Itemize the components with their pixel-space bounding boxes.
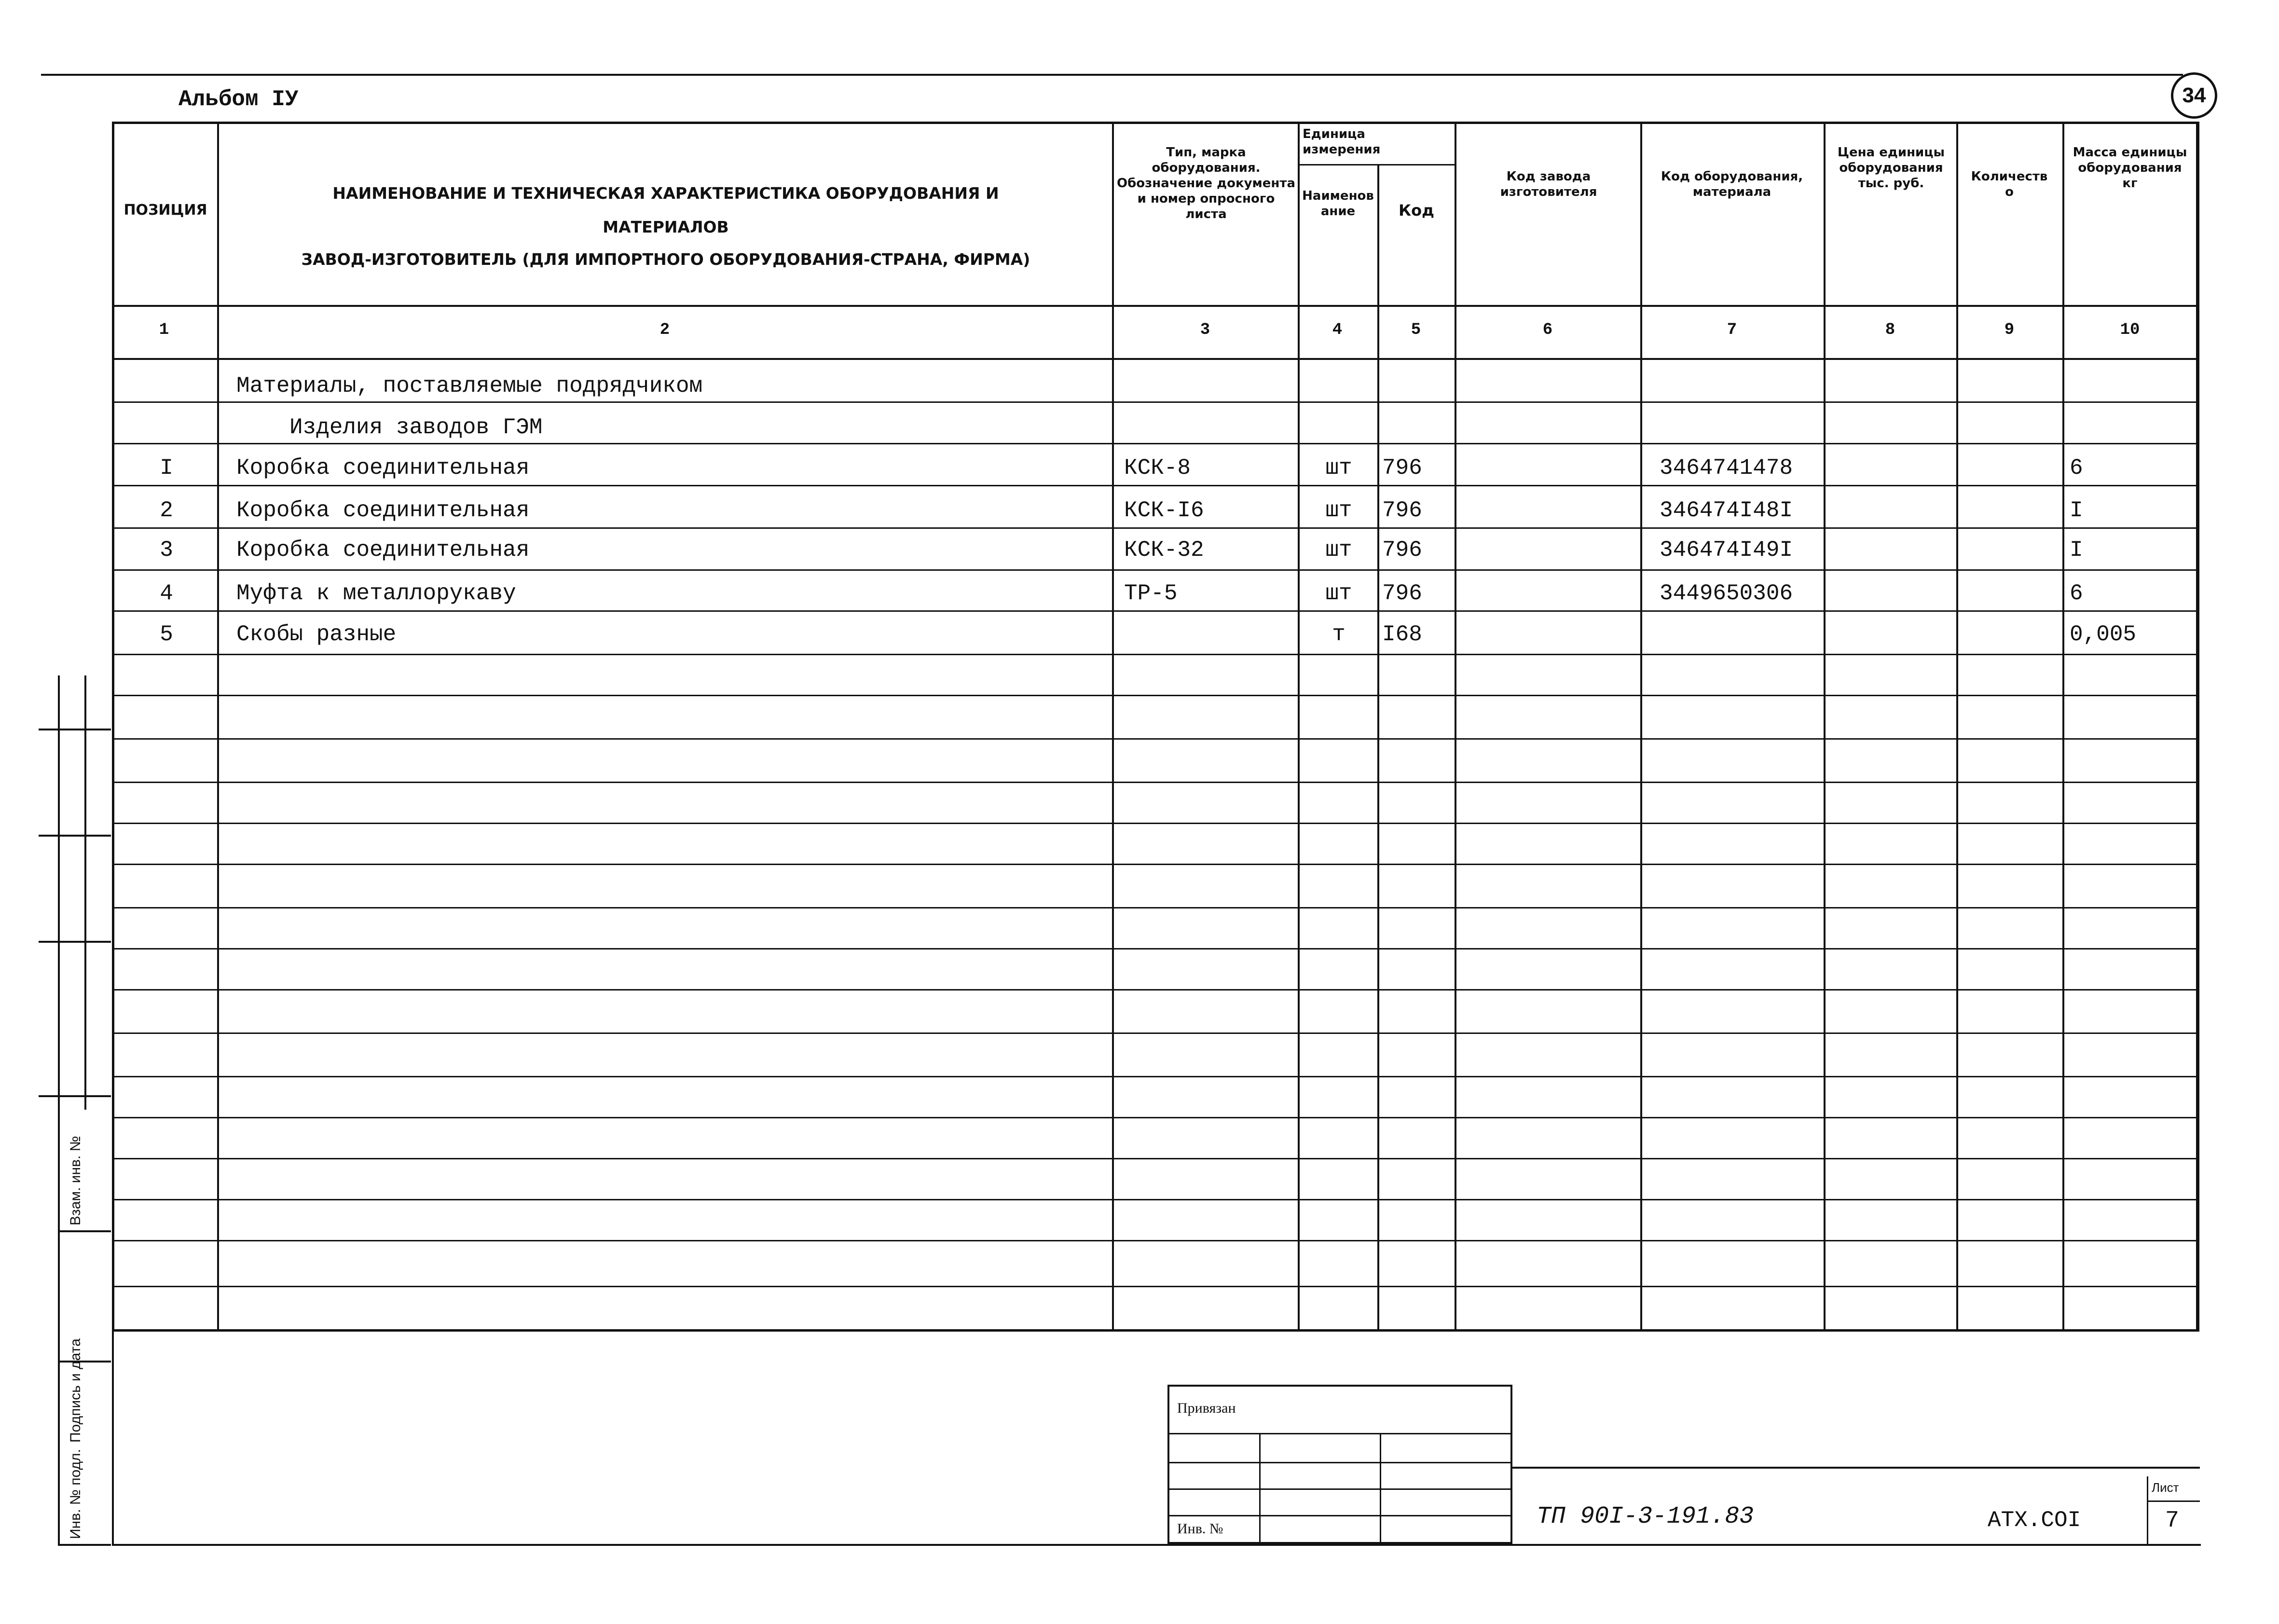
- header-price: Цена единицы оборудования тыс. руб.: [1837, 145, 1945, 191]
- row-name: Муфта к металлорукаву: [236, 581, 516, 606]
- strip-h7: [58, 1544, 111, 1546]
- row-name: Материалы, поставляемые подрядчиком: [236, 373, 703, 399]
- row-name: Изделия заводов ГЭМ: [289, 415, 543, 440]
- row-line: [112, 907, 2198, 908]
- bottom-left-line: [112, 1332, 114, 1544]
- equipment-table-frame: [112, 122, 2198, 1332]
- row-position: 3: [160, 537, 173, 563]
- row-quantity: 6: [2070, 455, 2083, 481]
- bottom-base-line: [112, 1544, 2201, 1546]
- column-number: 5: [1411, 321, 1421, 339]
- strip-h3: [39, 941, 111, 943]
- row-position: 2: [160, 498, 173, 523]
- row-line: [112, 1032, 2198, 1034]
- row-equipment-code: 346474I48I: [1660, 498, 1793, 523]
- column-number: 4: [1332, 321, 1343, 339]
- row-line: [112, 1199, 2198, 1200]
- project-code: ТП 90I-3-191.83: [1537, 1503, 1754, 1530]
- row-line: [112, 654, 2198, 655]
- row-line: [112, 738, 2198, 740]
- strip-h6: [58, 1361, 111, 1363]
- header-equipment-code: Код оборудования, материала: [1661, 169, 1803, 199]
- row-name: Коробка соединительная: [236, 498, 530, 523]
- row-line: [112, 610, 2198, 612]
- column-number: 1: [159, 321, 169, 339]
- header-name-line2: МАТЕРИАЛОВ: [603, 218, 729, 236]
- side-label-inv-podl: Инв. № подл.: [68, 1449, 83, 1539]
- stamp-privyazan: Привязан: [1177, 1400, 1236, 1416]
- row-unit: шт: [1325, 537, 1352, 563]
- row-line: [112, 485, 2198, 486]
- side-label-podpis: Подпись и дата: [68, 1338, 83, 1443]
- row-line: [112, 1286, 2198, 1287]
- row-line: [112, 527, 2198, 529]
- row-unit-code: I68: [1382, 622, 1422, 647]
- sheet-corner-number: 34: [2182, 83, 2206, 107]
- sheet-number: 7: [2165, 1508, 2179, 1534]
- row-unit: шт: [1325, 498, 1352, 523]
- header-name-line1: НАИМЕНОВАНИЕ И ТЕХНИЧЕСКАЯ ХАРАКТЕРИСТИКА ОБОРУДОВАНИЯ И: [332, 184, 999, 203]
- row-line: [112, 1076, 2198, 1077]
- row-type: КСК-I6: [1124, 498, 1204, 523]
- row-line: [112, 1158, 2198, 1159]
- header-unit-group: Единица измерения: [1303, 127, 1381, 157]
- col-line-9: [2062, 122, 2064, 1332]
- row-line: [112, 782, 2198, 783]
- stamp-vline-1: [1259, 1433, 1261, 1544]
- row-line: [112, 401, 2198, 403]
- col-line-4: [1377, 164, 1379, 1332]
- row-name: Коробка соединительная: [236, 455, 530, 481]
- stamp-line-1: [1167, 1433, 1512, 1434]
- row-unit-code: 796: [1382, 498, 1422, 523]
- column-number: 3: [1200, 321, 1210, 339]
- row-line: [112, 1240, 2198, 1241]
- row-line: [112, 569, 2198, 571]
- row-quantity: 0,005: [2070, 622, 2137, 647]
- row-unit-code: 796: [1382, 581, 1422, 606]
- row-unit-code: 796: [1382, 455, 1422, 481]
- stamp-line-4: [1167, 1515, 1512, 1516]
- row-equipment-code: 3449650306: [1660, 581, 1793, 606]
- row-unit-code: 796: [1382, 537, 1422, 563]
- col-line-6: [1640, 122, 1642, 1332]
- row-name: Скобы разные: [236, 622, 397, 647]
- col-line-5: [1455, 122, 1456, 1332]
- strip-h1: [39, 729, 111, 730]
- row-unit: шт: [1325, 581, 1352, 606]
- row-type: ТР-5: [1124, 581, 1178, 606]
- header-unit-code: Код: [1399, 201, 1434, 220]
- strip-h5: [58, 1230, 111, 1232]
- row-quantity: 6: [2070, 581, 2083, 606]
- col-line-7: [1824, 122, 1826, 1332]
- row-line: [112, 948, 2198, 950]
- strip-line-b: [84, 675, 86, 1110]
- strip-h2: [39, 835, 111, 837]
- column-number: 7: [1727, 321, 1737, 339]
- row-position: 4: [160, 581, 173, 606]
- row-line: [112, 1117, 2198, 1118]
- strip-h4: [39, 1095, 111, 1097]
- row-line: [112, 443, 2198, 444]
- col-line-2: [1112, 122, 1114, 1332]
- top-rule: [41, 74, 2183, 76]
- stamp-vline-2: [1380, 1433, 1381, 1544]
- column-number: 8: [1885, 321, 1895, 339]
- row-quantity: I: [2070, 537, 2083, 563]
- row-name: Коробка соединительная: [236, 537, 530, 563]
- title-block-top: [1512, 1467, 2200, 1469]
- sheet-number-circle: [2171, 72, 2217, 119]
- column-number: 2: [659, 321, 670, 339]
- row-unit: т: [1332, 622, 1345, 647]
- unit-group-line: [1298, 164, 1455, 165]
- row-line: [112, 989, 2198, 991]
- stamp-line-2: [1167, 1462, 1512, 1463]
- column-number: 9: [2004, 321, 2015, 339]
- strip-line-a: [58, 675, 60, 1544]
- header-name-line3: ЗАВОД-ИЗГОТОВИТЕЛЬ (ДЛЯ ИМПОРТНОГО ОБОРУДОВАНИЯ-СТРАНА, ФИРМА): [301, 250, 1030, 269]
- row-position: I: [160, 455, 173, 481]
- header-quantity: Количество: [1971, 169, 2048, 199]
- sheet-label: Лист: [2152, 1480, 2179, 1495]
- header-type: Тип, марка оборудования. Обозначение документа и номер опросного листа: [1117, 145, 1296, 221]
- row-position: 5: [160, 622, 173, 647]
- col-line-8: [1956, 122, 1958, 1332]
- row-unit: шт: [1325, 455, 1352, 481]
- row-type: КСК-8: [1124, 455, 1191, 481]
- header-mass: Масса единицы оборудования кг: [2073, 145, 2187, 191]
- col-line-1: [217, 122, 219, 1332]
- sheet-code: АТХ.СОI: [1988, 1508, 2081, 1533]
- binding-strip: [58, 675, 112, 1544]
- row-equipment-code: 3464741478: [1660, 455, 1793, 481]
- side-label-vzam: Взам. инв. №: [68, 1136, 83, 1225]
- colnum-bottom-line: [112, 358, 2198, 360]
- stamp-line-3: [1167, 1488, 1512, 1490]
- sheet-box-mid: [2147, 1500, 2200, 1502]
- sheet-box-left: [2147, 1476, 2148, 1544]
- column-number: 6: [1542, 321, 1553, 339]
- row-quantity: I: [2070, 498, 2083, 523]
- header-unit-name: Наименование: [1302, 189, 1374, 219]
- row-line: [112, 823, 2198, 824]
- row-type: КСК-32: [1124, 537, 1204, 563]
- header-position: ПОЗИЦИЯ: [124, 202, 207, 219]
- row-line: [112, 695, 2198, 696]
- row-equipment-code: 346474I49I: [1660, 537, 1793, 563]
- header-bottom-line: [112, 305, 2198, 307]
- column-number: 10: [2120, 321, 2140, 339]
- col-line-3: [1298, 122, 1300, 1332]
- album-label: Альбом IУ: [178, 87, 299, 112]
- header-factory-code: Код завода изготовителя: [1500, 169, 1597, 199]
- col-line-10: [2197, 122, 2199, 1332]
- row-line: [112, 864, 2198, 865]
- stamp-inv-no: Инв. №: [1177, 1521, 1223, 1537]
